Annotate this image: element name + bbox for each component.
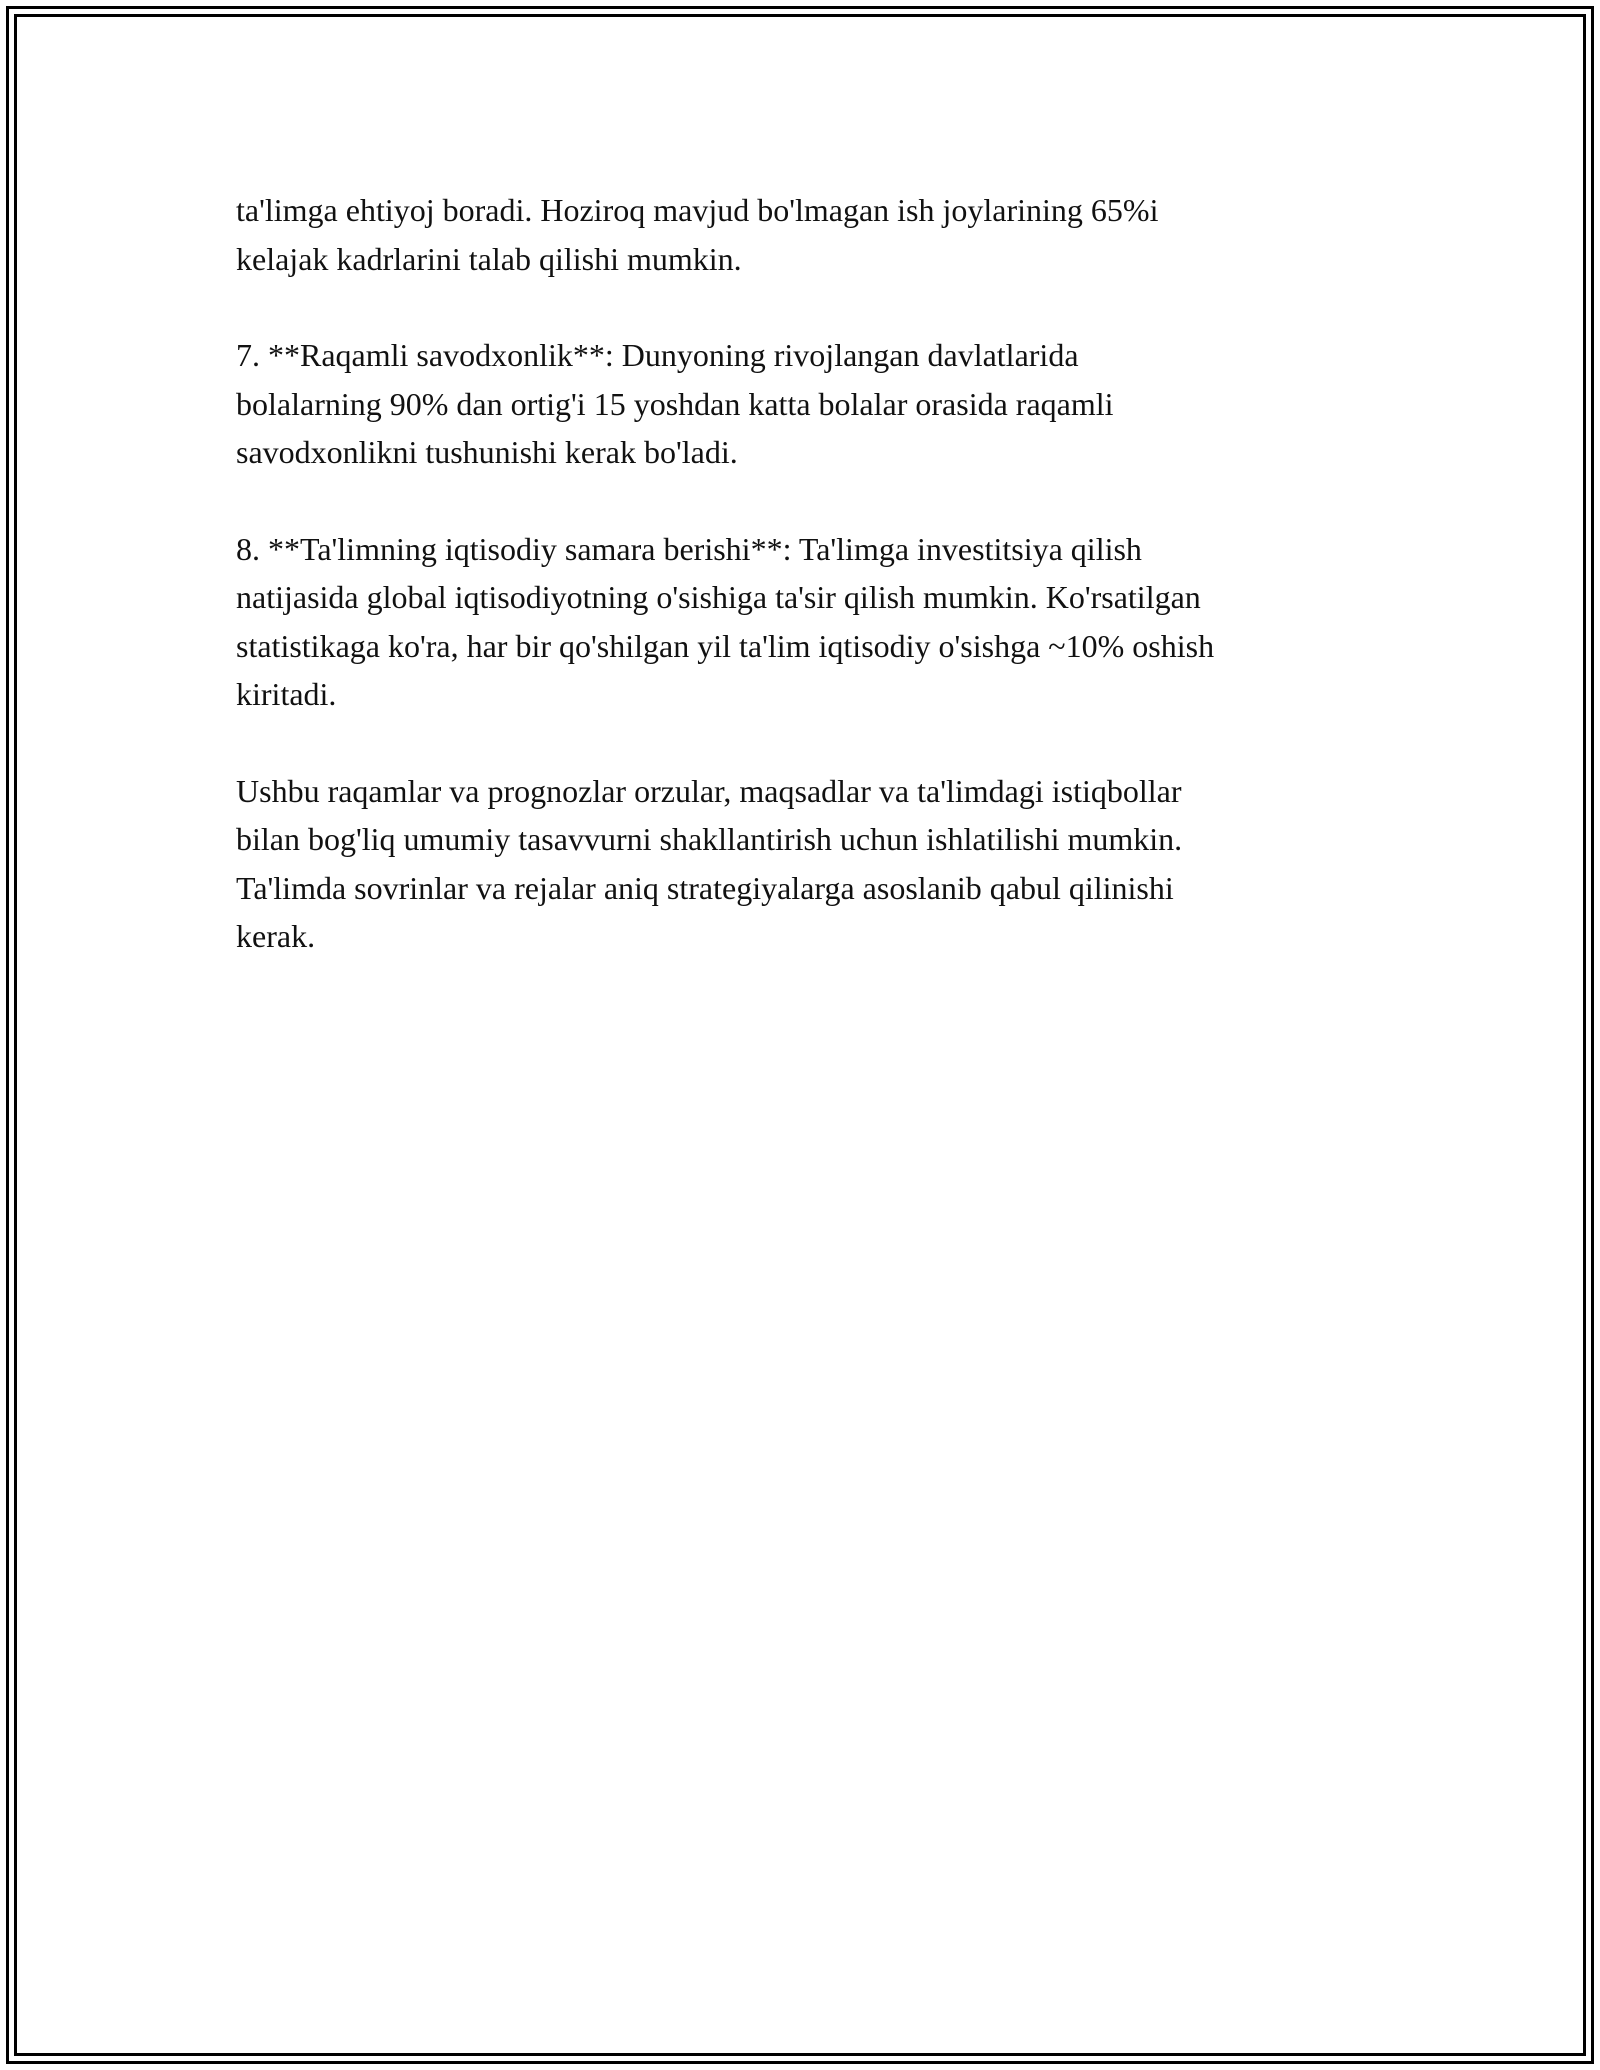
text-line: kerak. (236, 918, 316, 954)
text-line: bolalarning 90% dan ortig'i 15 yoshdan katta bolalar orasida raqamli (236, 385, 1114, 422)
text-line: kiritadi. (236, 676, 337, 712)
document-body (236, 186, 1366, 1009)
text-line: ta'limga ehtiyoj boradi. Hoziroq mavjud bo'lmagan ish joylarining 65%i (236, 192, 1159, 228)
text-line: 8. **Ta'limning iqtisodiy samara berishi**: Ta'limga investitsiya qilish (236, 530, 1142, 567)
text-line: Ushbu raqamlar va prognozlar orzular, maqsadlar va ta'limdagi istiqbollar (236, 772, 1182, 809)
text-line: bilan bog'liq umumiy tasavvurni shakllantirish uchun ishlatilishi mumkin. (236, 821, 1183, 857)
text-line: statistikaga ko'ra, har bir qo'shilgan yil ta'lim iqtisodiy o'sishga ~10% oshish (236, 627, 1215, 664)
paragraph-continuation (236, 186, 1366, 283)
paragraph-item-8 (236, 525, 1366, 719)
paragraph-conclusion (236, 767, 1366, 961)
text-line: natijasida global iqtisodiyotning o'sishiga ta'sir qilish mumkin. Ko'rsatilgan (236, 579, 1201, 615)
text-line: kelajak kadrlarini talab qilishi mumkin. (236, 240, 742, 277)
text-line: 7. **Raqamli savodxonlik**: Dunyoning rivojlangan davlatlarida (236, 337, 1079, 373)
paragraph-item-7 (236, 331, 1366, 477)
text-line: Ta'limda sovrinlar va rejalar aniq strategiyalarga asoslanib qabul qilinishi (236, 869, 1174, 906)
text-line: savodxonlikni tushunishi kerak bo'ladi. (236, 434, 738, 470)
